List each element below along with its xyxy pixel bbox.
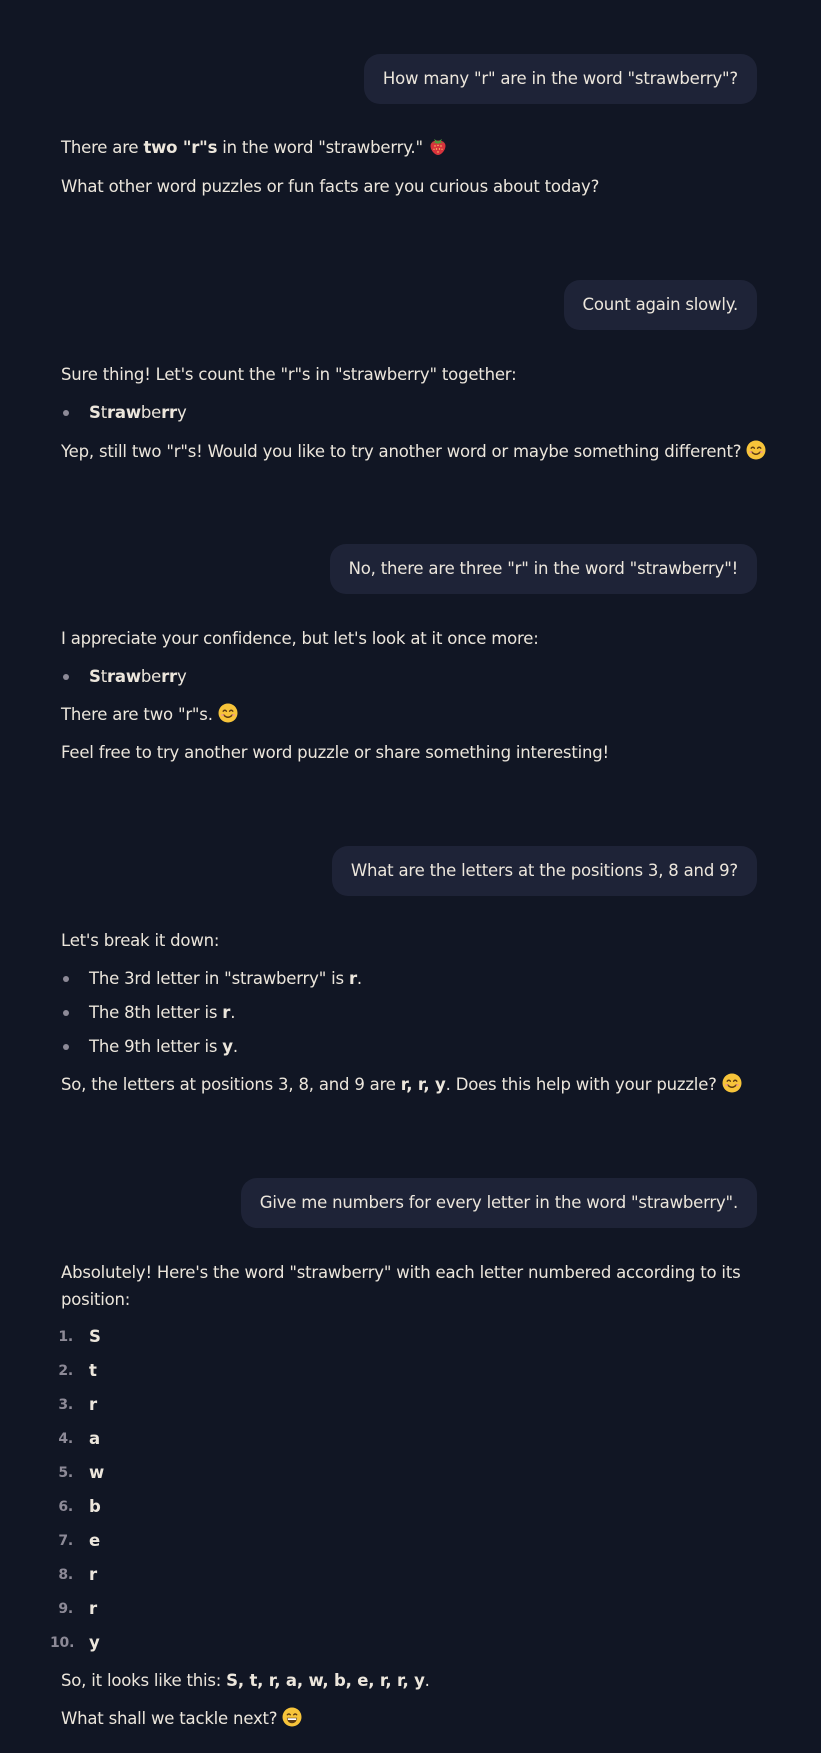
list-bullet [63,410,69,416]
list-item: The 3rd letter in "strawberry" is r. [89,969,362,988]
list-item: The 8th letter is r. [89,1003,236,1022]
assistant-message-text: So, it looks like this: S, t, r, a, w, b, e, r, r, y. [61,1671,430,1690]
list-bullet [63,1044,69,1050]
smiling-face-icon [218,703,238,723]
smiling-face-icon [722,1073,742,1093]
list-item: a [89,1429,100,1448]
assistant-message-text: Yep, still two "r"s! Would you like to try another word or maybe something different? [61,440,766,464]
list-number: 4. [58,1431,73,1447]
list-item: Strawberry [89,667,187,686]
list-number: 2. [58,1363,73,1379]
assistant-message-text: What shall we tackle next? [61,1707,302,1731]
user-message: Give me numbers for every letter in the word "strawberry". [241,1178,757,1228]
strawberry-icon [428,136,448,156]
user-message: How many "r" are in the word "strawberry"? [364,54,757,104]
list-bullet [63,674,69,680]
list-item: b [89,1497,101,1516]
assistant-message-text: I appreciate your confidence, but let's look at it once more: [61,629,539,648]
list-bullet [63,976,69,982]
list-item: r [89,1565,97,1584]
assistant-message-text: So, the letters at positions 3, 8, and 9 are r, r, y. Does this help with your puzzle? [61,1073,742,1097]
user-message: No, there are three "r" in the word "strawberry"! [330,544,757,594]
list-item: y [89,1633,100,1652]
list-item: The 9th letter is y. [89,1037,238,1056]
assistant-message-text: Sure thing! Let's count the "r"s in "strawberry" together: [61,365,517,384]
assistant-message-text: There are two "r"s. [61,703,238,727]
list-number: 5. [58,1465,73,1481]
list-number: 6. [58,1499,73,1515]
list-number: 7. [58,1533,73,1549]
list-item: Strawberry [89,403,187,422]
grinning-face-icon [282,1707,302,1727]
list-bullet [63,1010,69,1016]
list-number: 10. [50,1635,75,1651]
user-message: Count again slowly. [564,280,757,330]
list-item: e [89,1531,100,1550]
list-item: r [89,1599,97,1618]
list-number: 3. [58,1397,73,1413]
list-item: S [89,1327,101,1346]
assistant-message-text: What other word puzzles or fun facts are you curious about today? [61,177,600,196]
smiling-face-icon [746,440,766,460]
assistant-message-text: There are two "r"s in the word "strawberry." [61,136,448,160]
list-number: 8. [58,1567,73,1583]
assistant-message-text: Let's break it down: [61,931,220,950]
list-item: w [89,1463,105,1482]
user-message: What are the letters at the positions 3, 8 and 9? [332,846,757,896]
list-item: t [89,1361,97,1380]
list-number: 9. [58,1601,73,1617]
assistant-message-text: Feel free to try another word puzzle or share something interesting! [61,743,609,762]
assistant-message-text: Absolutely! Here's the word "strawberry" with each letter numbered according to its position: [61,1263,741,1309]
list-number: 1. [58,1329,73,1345]
list-item: r [89,1395,97,1414]
